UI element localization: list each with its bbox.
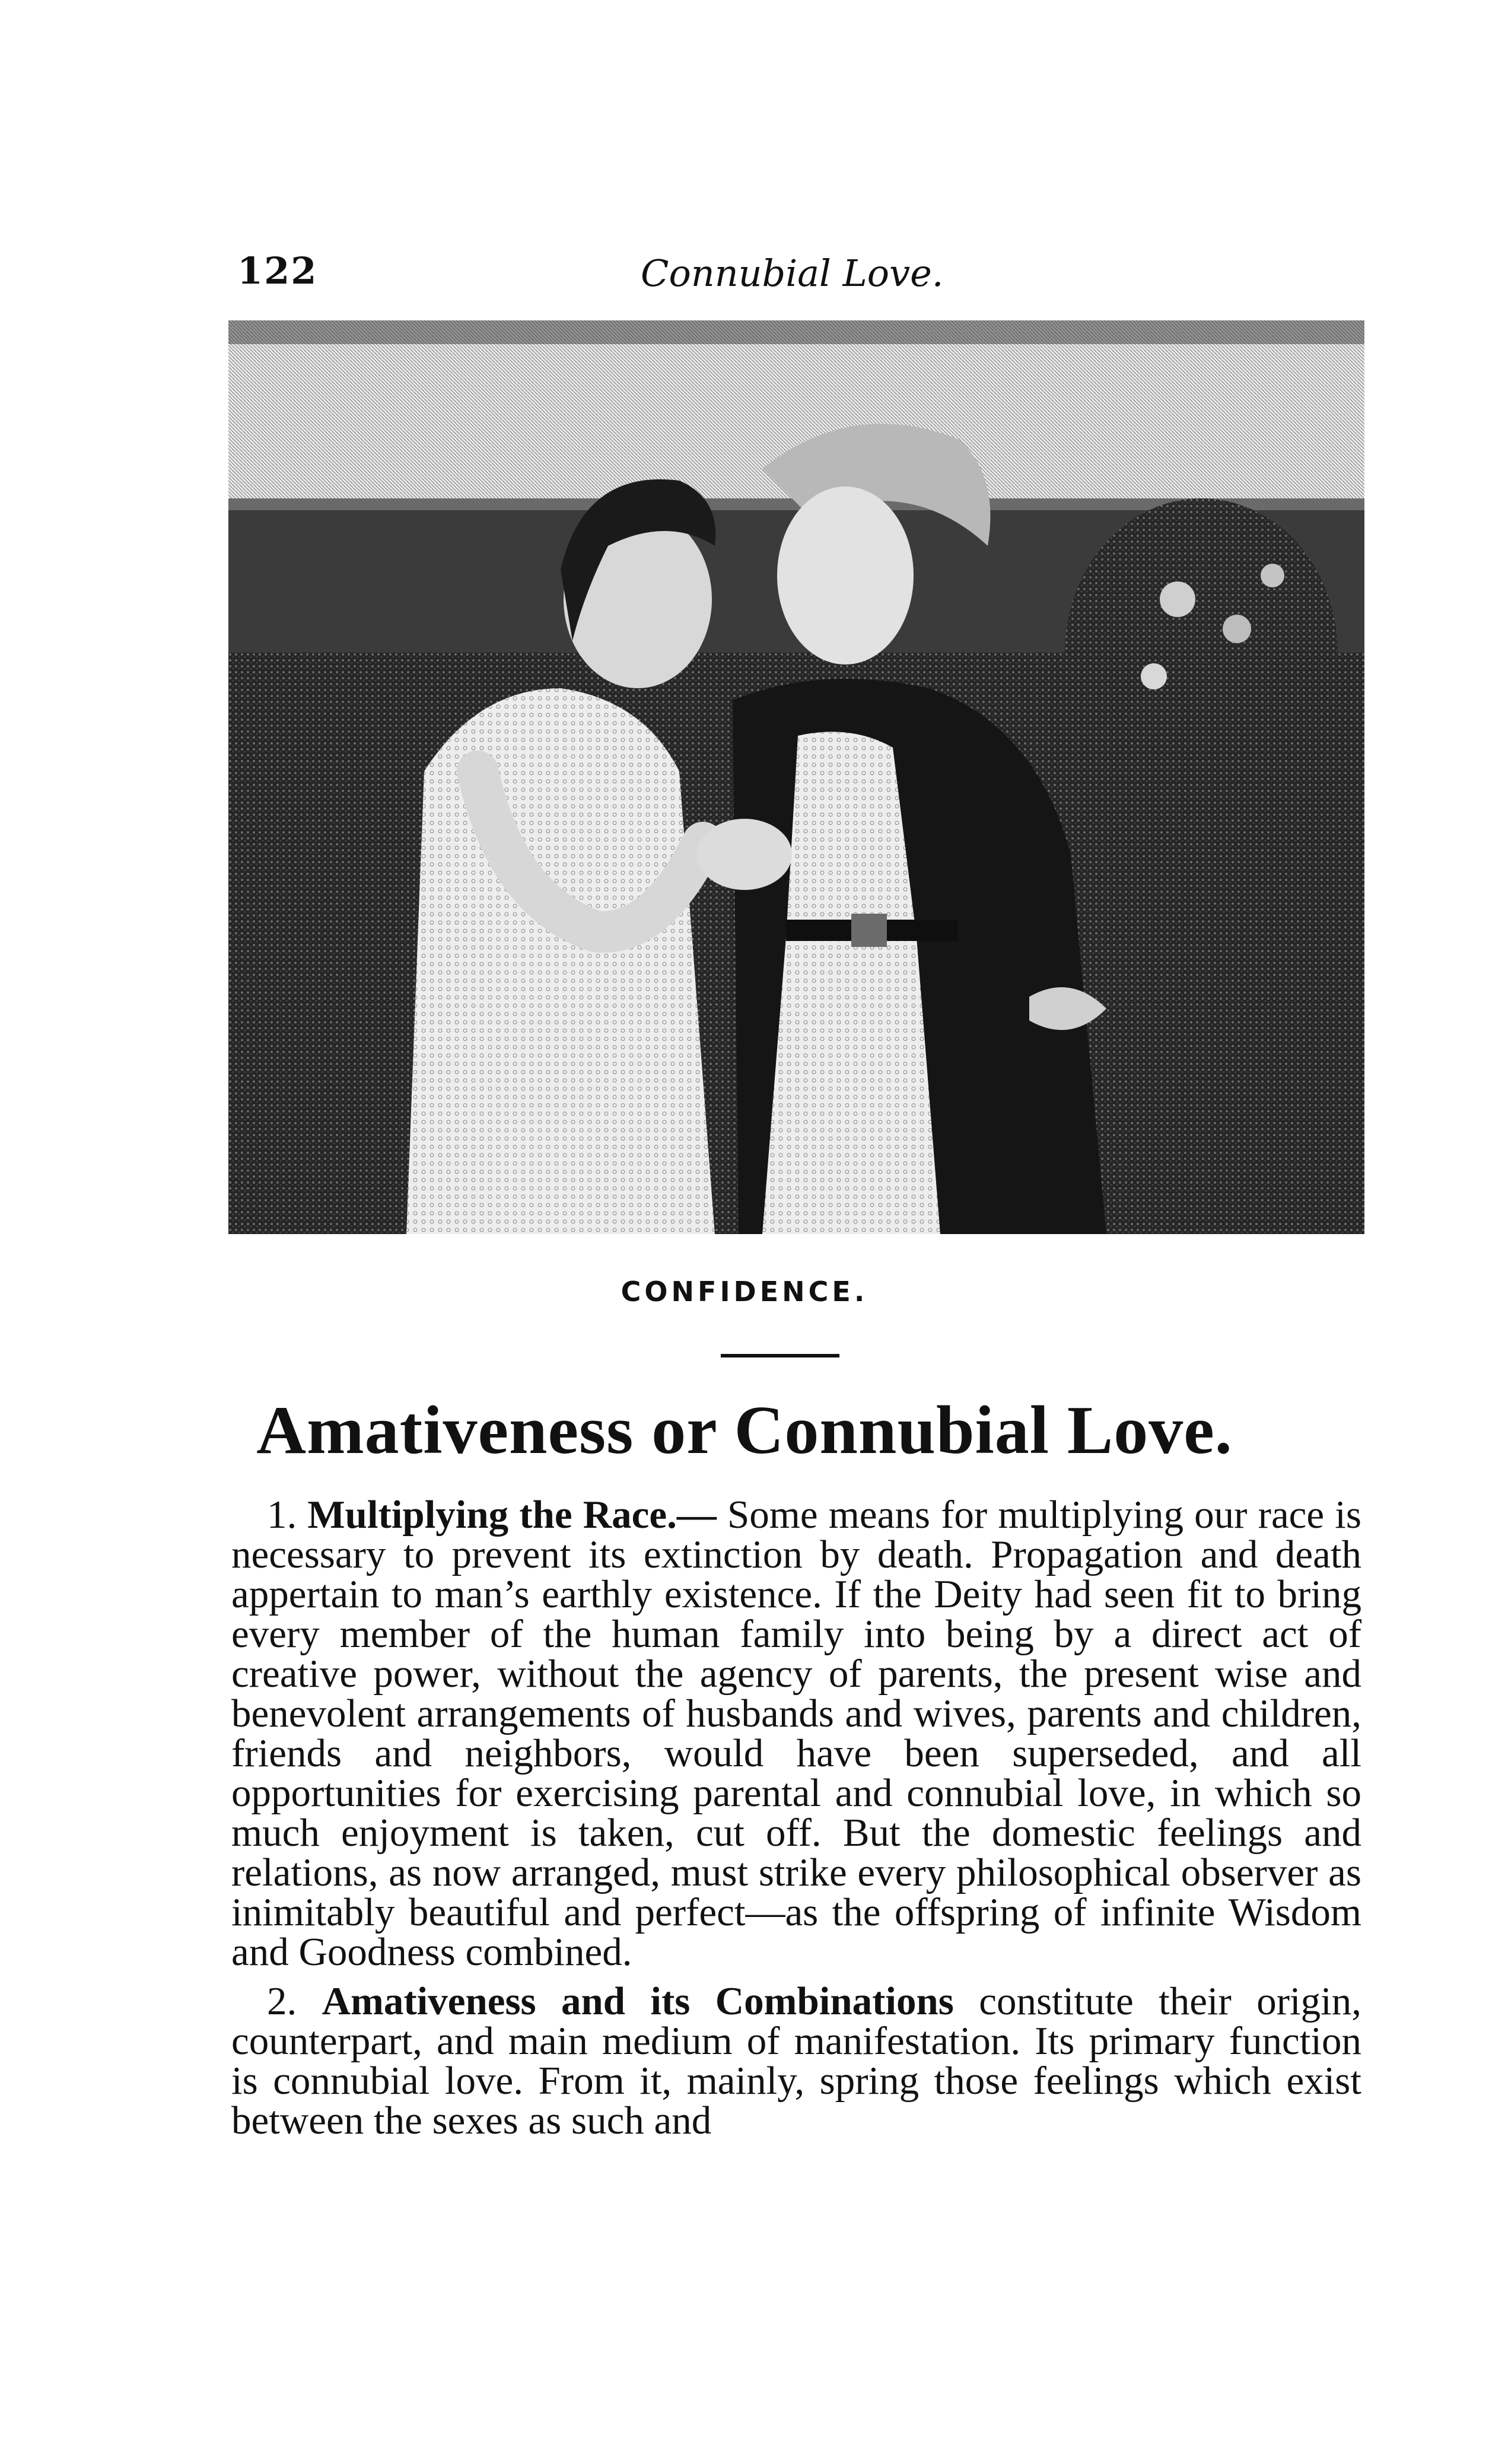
page-header: [237, 249, 1358, 297]
engraving-illustration: [228, 320, 1364, 1234]
paragraph-number: 2.: [267, 1979, 297, 2023]
section-title: Amativeness or Connubial Love.: [256, 1392, 1233, 1468]
body-text: [231, 1495, 1361, 2150]
heading-dash: —: [676, 1493, 717, 1537]
paragraph-heading: Amativeness and its Combinations: [322, 1979, 954, 2023]
paragraph-2: [231, 1979, 1362, 2142]
paragraph-text: constitute their origin, counterpart, and main medium of manifestation. Its primary function is connubial love. From it, mainly, spring those feelings which exist between the sexes as such and: [231, 1979, 1362, 2142]
paragraph-number: 1.: [267, 1493, 297, 1537]
figure-caption: CONFIDENCE.: [621, 1276, 868, 1308]
divider-rule: [721, 1354, 839, 1357]
paragraph-text: Some means for multiplying our race is necessary to prevent its extinction by death. Propagation and death appertain to man’s earthly existence. If the Deity had seen fit to bring every member of the human family into being by a direct act of creative power, without the agency of parents, the present wise and benevolent arrangements of husbands and wives, parents and children, friends and neighbors, would have been superseded, and all opportunities for exercising parental and connubial love, in which so much enjoyment is taken, cut off. But the domestic feelings and relations, as now arranged, must strike every philosophical observer as inimitably beautiful and perfect—as the offspring of infinite Wisdom and Goodness combined.: [231, 1493, 1361, 1974]
page-number: 122: [237, 249, 318, 292]
running-head: Connubial Love.: [641, 252, 944, 295]
paragraph-1: [231, 1495, 1361, 1972]
engraving-two-women-icon: [228, 320, 1364, 1234]
paragraph-heading: Multiplying the Race.: [307, 1493, 677, 1537]
